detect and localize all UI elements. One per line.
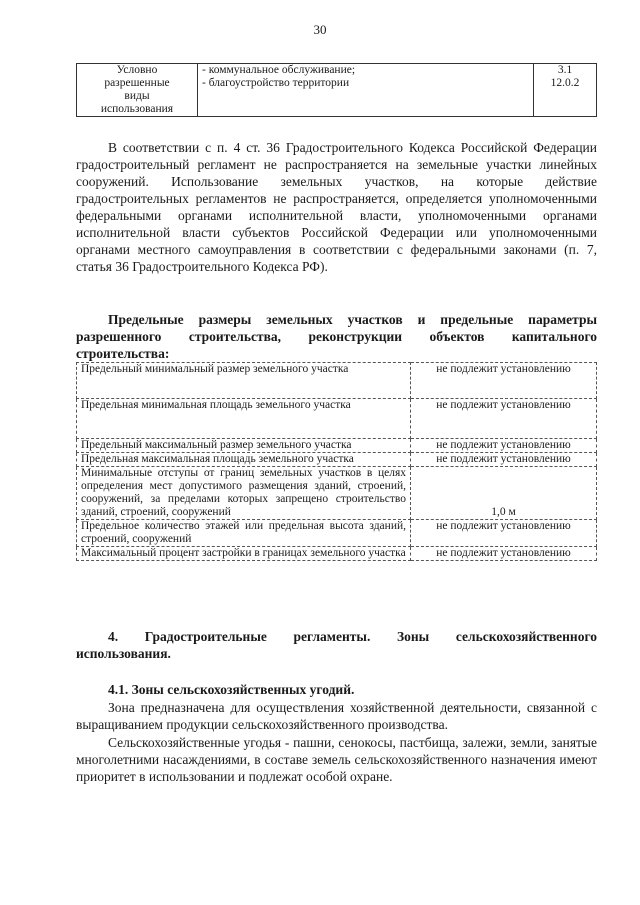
param-value: не подлежит установлению: [411, 453, 597, 467]
use-types-cell: [198, 64, 534, 117]
use-category-line: использования: [100, 103, 174, 115]
param-label: Максимальный процент застройки в границах земельного участка: [77, 547, 411, 561]
param-value: не подлежит установлению: [411, 363, 597, 399]
use-category-line: Условно: [116, 64, 158, 76]
param-label: Предельная максимальная площадь земельного участка: [77, 453, 411, 467]
section-4-1-paragraph-2: Сельскохозяйственные угодья - пашни, сенокосы, пастбища, залежи, земли, занятые многолетними насаждениями, в составе земель сельскохозяйственного назначения имеют приоритет в использовании и подлежат особой охране.: [76, 735, 597, 784]
use-type-item: - благоустройство территории: [202, 77, 350, 89]
use-codes-cell: [534, 64, 597, 117]
table-row: [77, 453, 597, 467]
use-category-line: виды: [124, 90, 150, 102]
table-row: [77, 467, 597, 520]
param-label: Предельная минимальная площадь земельного участка: [77, 399, 411, 439]
linear-structures-paragraph: В соответствии с п. 4 ст. 36 Градостроительного Кодекса Российской Федерации градостроительный регламент не распространяется на земельные участки линейных сооружений. Использование земельных участков, на которые действие градостроительных регламентов не распространяется, определяется уполномоченными федеральными органами исполнительной власти, уполномоченными органами исполнительной власти субъектов Российской Федерации или уполномоченными органами местного самоуправления в соответствии с федеральными законами (п. 7, статья 36 Градостроительного Кодекса РФ).: [76, 140, 597, 274]
use-type-item: - коммунальное обслуживание;: [202, 64, 356, 76]
param-value: не подлежит установлению: [411, 520, 597, 547]
param-value: не подлежит установлению: [411, 547, 597, 561]
param-label: Предельный максимальный размер земельного участка: [77, 439, 411, 453]
use-code: 3.1: [557, 64, 573, 76]
param-label: Предельное количество этажей или предельная высота зданий, строений, сооружений: [77, 520, 411, 547]
table-row: [77, 64, 597, 117]
use-code: 12.0.2: [550, 77, 580, 89]
use-category-line: разрешенные: [104, 77, 170, 89]
use-category-cell: [77, 64, 198, 117]
section-4-heading: 4. Градостроительные регламенты. Зоны сельскохозяйственного использования.: [76, 629, 597, 661]
page-number: 30: [313, 22, 327, 37]
param-label: Минимальные отступы от границ земельных участков в целях определения мест допустимого размещения зданий, строений, сооружений, за пределами которых запрещено строительство зданий, строений, сооружений: [77, 467, 411, 520]
table-row: [77, 547, 597, 561]
section-4-1-paragraph-1: Зона предназначена для осуществления хозяйственной деятельности, связанной с выращиванием продукции сельскохозяйственного производства.: [76, 700, 597, 732]
table-row: [77, 399, 597, 439]
param-value: не подлежит установлению: [411, 439, 597, 453]
table-row: [77, 520, 597, 547]
param-value: не подлежит установлению: [411, 399, 597, 439]
params-table: [76, 362, 597, 561]
params-heading: Предельные размеры земельных участков и предельные параметры разрешенного строительства, реконструкции объектов капитального строительства:: [76, 312, 597, 361]
permitted-use-table: [76, 63, 597, 117]
section-4-1-heading: 4.1. Зоны сельскохозяйственных угодий.: [108, 682, 355, 697]
param-value: 1,0 м: [411, 467, 597, 520]
table-row: [77, 363, 597, 399]
table-row: [77, 439, 597, 453]
param-label: Предельный минимальный размер земельного участка: [77, 363, 411, 399]
